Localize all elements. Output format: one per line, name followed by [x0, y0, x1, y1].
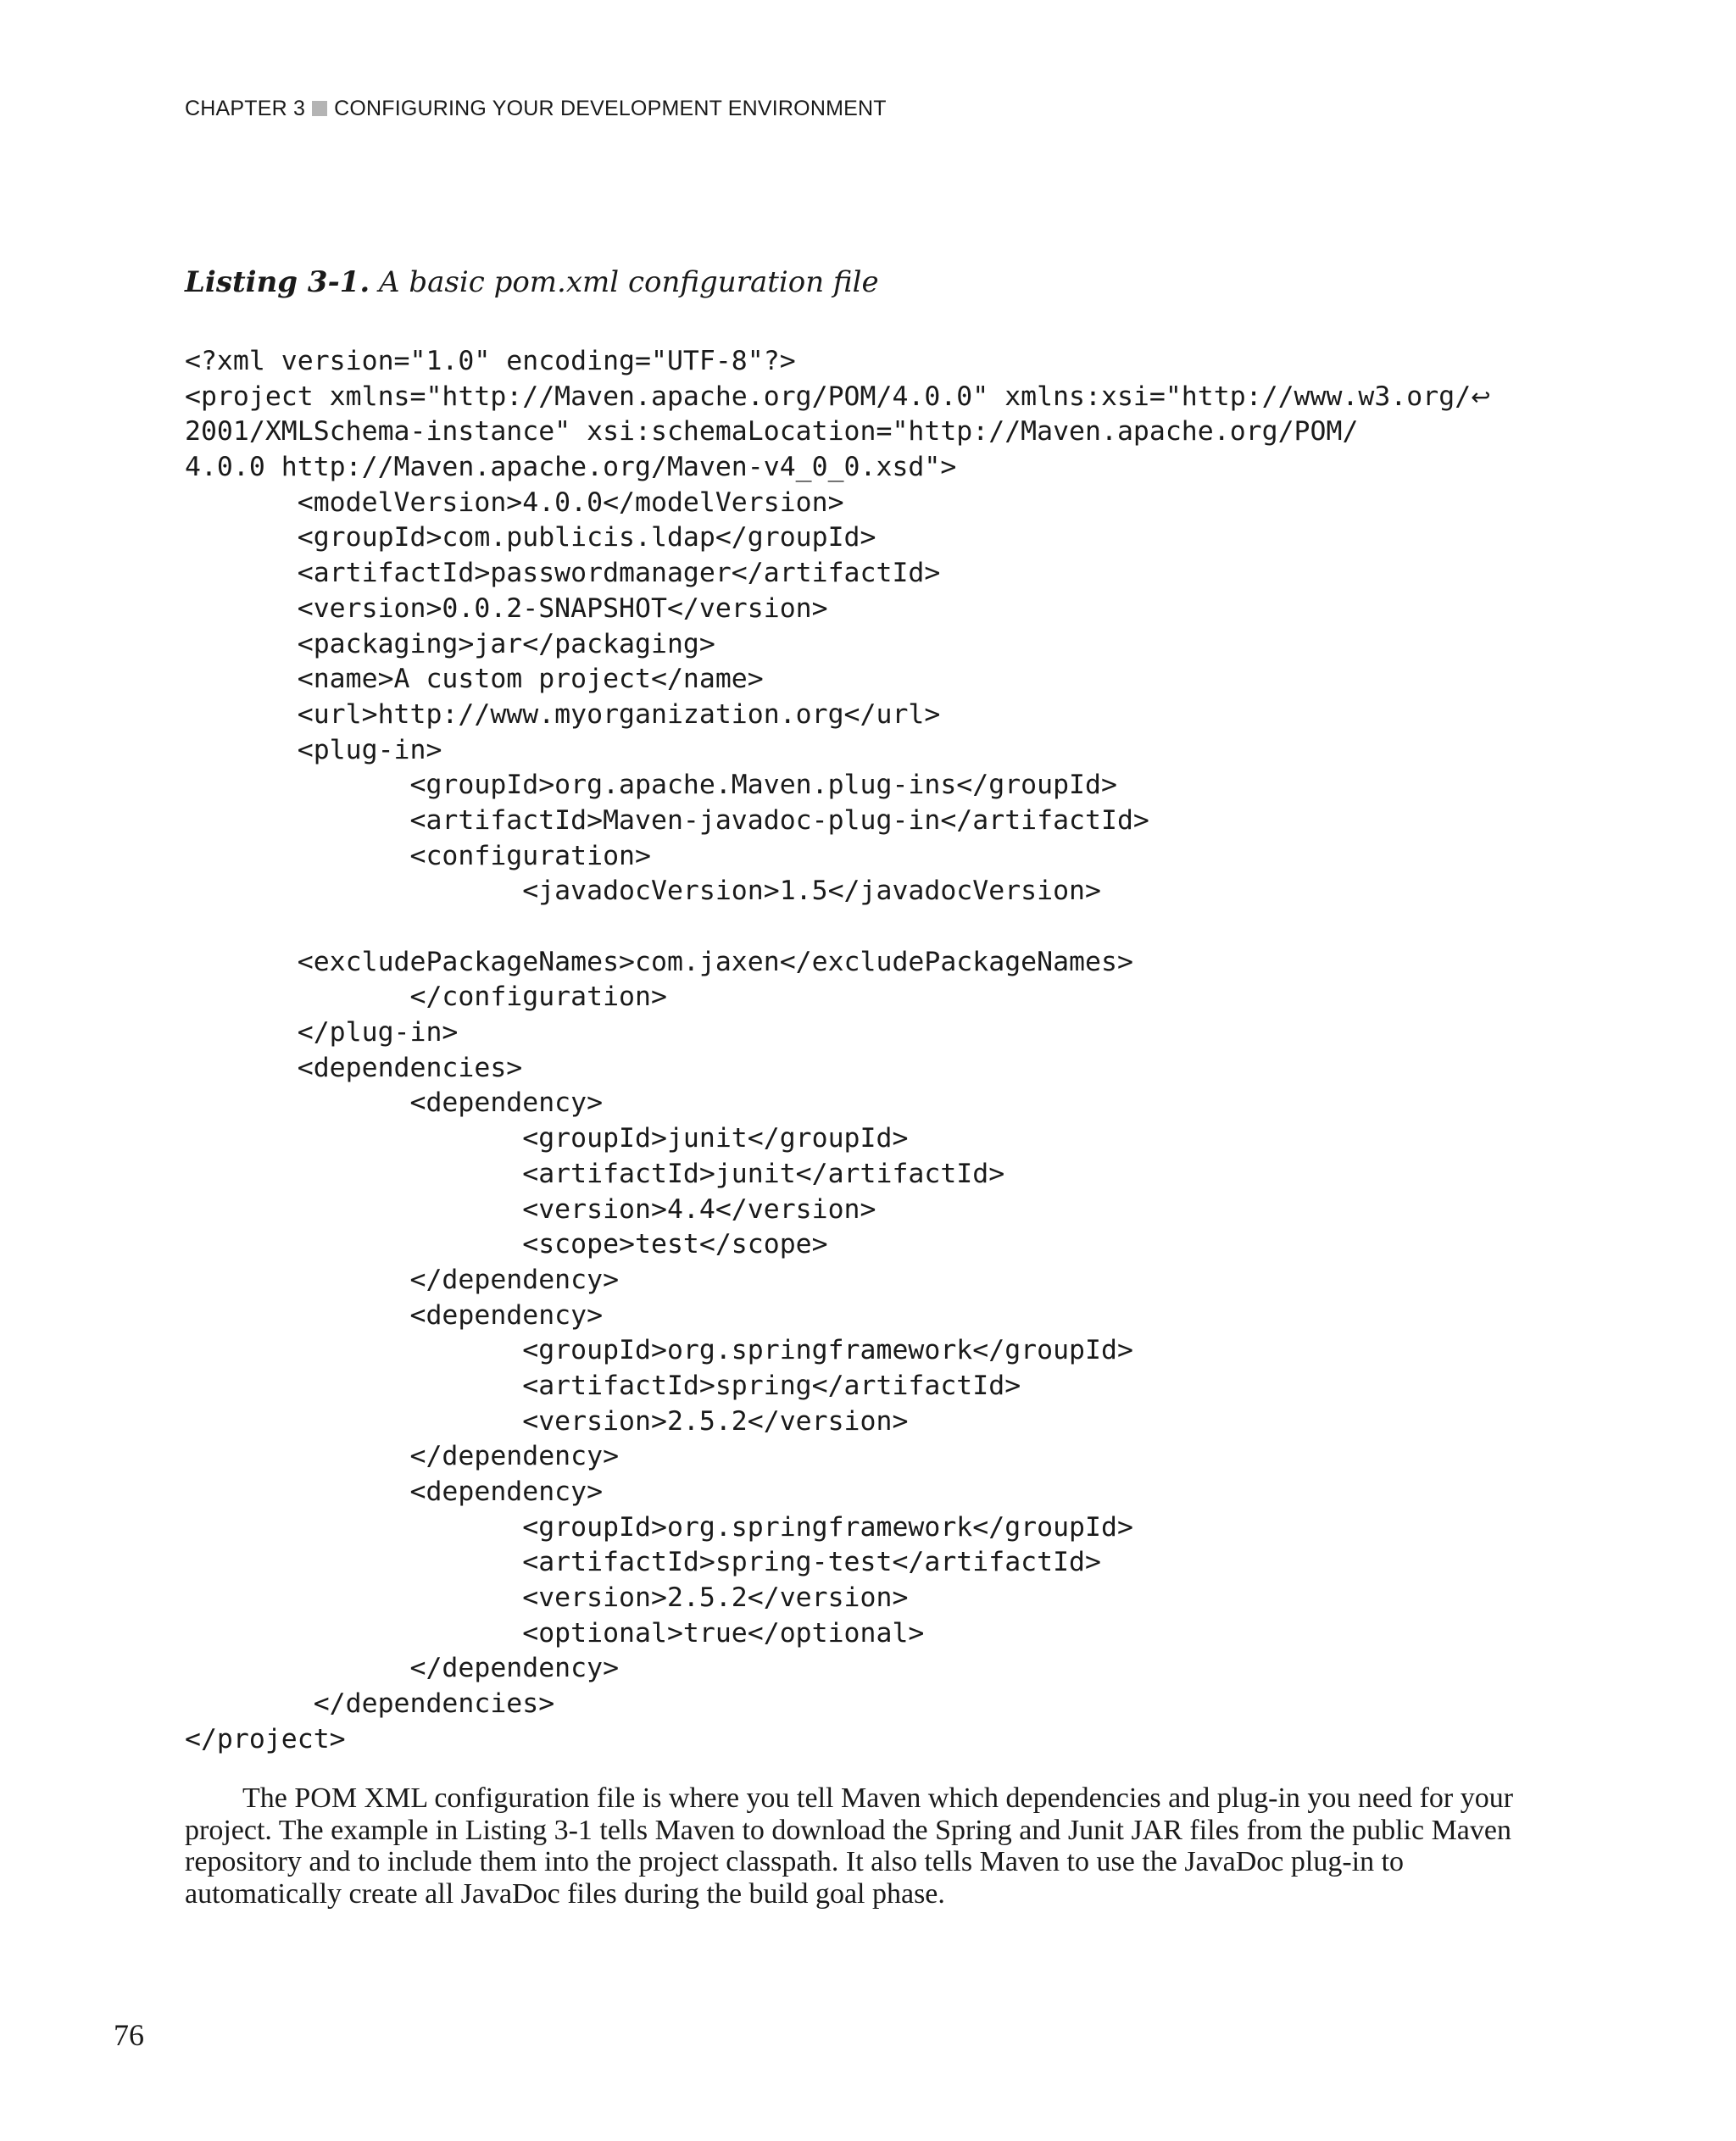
page-number: 76 [114, 2018, 144, 2052]
code-line: <version>2.5.2</version> [185, 1405, 909, 1437]
code-line: </dependency> [185, 1441, 620, 1472]
code-line: <javadocVersion>1.5</javadocVersion> [185, 876, 1101, 907]
listing-caption [185, 265, 879, 299]
code-line: <dependency> [185, 1299, 604, 1331]
code-line: <name>A custom project</name> [185, 664, 764, 695]
code-line: <dependency> [185, 1476, 604, 1507]
code-line: <scope>test</scope> [185, 1229, 828, 1260]
code-line: <groupId>org.springframework</groupId> [185, 1511, 1133, 1543]
code-line: <groupId>com.publicis.ldap</groupId> [185, 522, 876, 553]
code-line: <plug-in> [185, 734, 442, 765]
code-line: <optional>true</optional> [185, 1617, 925, 1649]
code-line [185, 909, 1491, 945]
code-line: <configuration> [185, 840, 651, 871]
chapter-title: CONFIGURING YOUR DEVELOPMENT ENVIRONMENT [334, 97, 887, 120]
code-line: </project> [185, 1723, 346, 1755]
body-paragraph: The POM XML configuration file is where you tell Maven which dependencies and plug-in you need for your project. The example in Listing 3-1 tells Maven to download the Spring and Junit JAR files from the public Maven repository and to include them into the project classpath. It also tells Maven to use the JavaDoc plug-in to automatically create all JavaDoc files during the build goal phase. [185, 1782, 1514, 1910]
line-continuation-icon: ↩ [1471, 382, 1491, 411]
code-line: </plug-in> [185, 1017, 459, 1048]
code-line: <dependencies> [185, 1052, 523, 1083]
code-line: </dependency> [185, 1264, 620, 1295]
code-line: <artifactId>spring-test</artifactId> [185, 1547, 1101, 1578]
code-line: <url>http://www.myorganization.org</url> [185, 698, 941, 730]
code-listing [185, 344, 1491, 1758]
code-line: <artifactId>Maven-javadoc-plug-in</artifactId> [185, 804, 1149, 836]
code-line: <artifactId>spring</artifactId> [185, 1370, 1021, 1401]
code-line: <groupId>org.apache.Maven.plug-ins</groupId> [185, 770, 1117, 801]
code-line: <project xmlns="http://Maven.apache.org/POM/4.0.0" xmlns:xsi="http://www.w3.org/↩ [185, 381, 1491, 412]
code-line: <modelVersion>4.0.0</modelVersion> [185, 487, 844, 518]
running-header [185, 97, 887, 121]
code-line: <version>0.0.2-SNAPSHOT</version> [185, 592, 828, 624]
code-line: <groupId>org.springframework</groupId> [185, 1335, 1133, 1366]
chapter-label: CHAPTER 3 [185, 97, 306, 120]
code-line: <packaging>jar</packaging> [185, 628, 715, 659]
code-line: <artifactId>passwordmanager</artifactId> [185, 558, 941, 589]
code-line: <version>2.5.2</version> [185, 1582, 909, 1614]
code-line: <groupId>junit</groupId> [185, 1123, 909, 1154]
code-line: 2001/XMLSchema-instance" xsi:schemaLocation="http://Maven.apache.org/POM/ [185, 416, 1359, 448]
code-line: <artifactId>junit</artifactId> [185, 1158, 1005, 1189]
code-line: </configuration> [185, 982, 667, 1013]
code-line: <dependency> [185, 1087, 604, 1119]
code-line: </dependencies> [185, 1688, 555, 1720]
code-line: 4.0.0 http://Maven.apache.org/Maven-v4_0_0.xsd"> [185, 452, 957, 483]
listing-number: Listing 3-1. [185, 265, 370, 299]
code-line: <excludePackageNames>com.jaxen</excludePackageNames> [185, 946, 1133, 977]
header-separator-square [312, 101, 327, 116]
code-line: </dependency> [185, 1653, 620, 1684]
listing-title: A basic pom.xml configuration file [379, 265, 879, 299]
code-line: <?xml version="1.0" encoding="UTF-8"?> [185, 346, 796, 376]
code-line: <version>4.4</version> [185, 1193, 876, 1225]
